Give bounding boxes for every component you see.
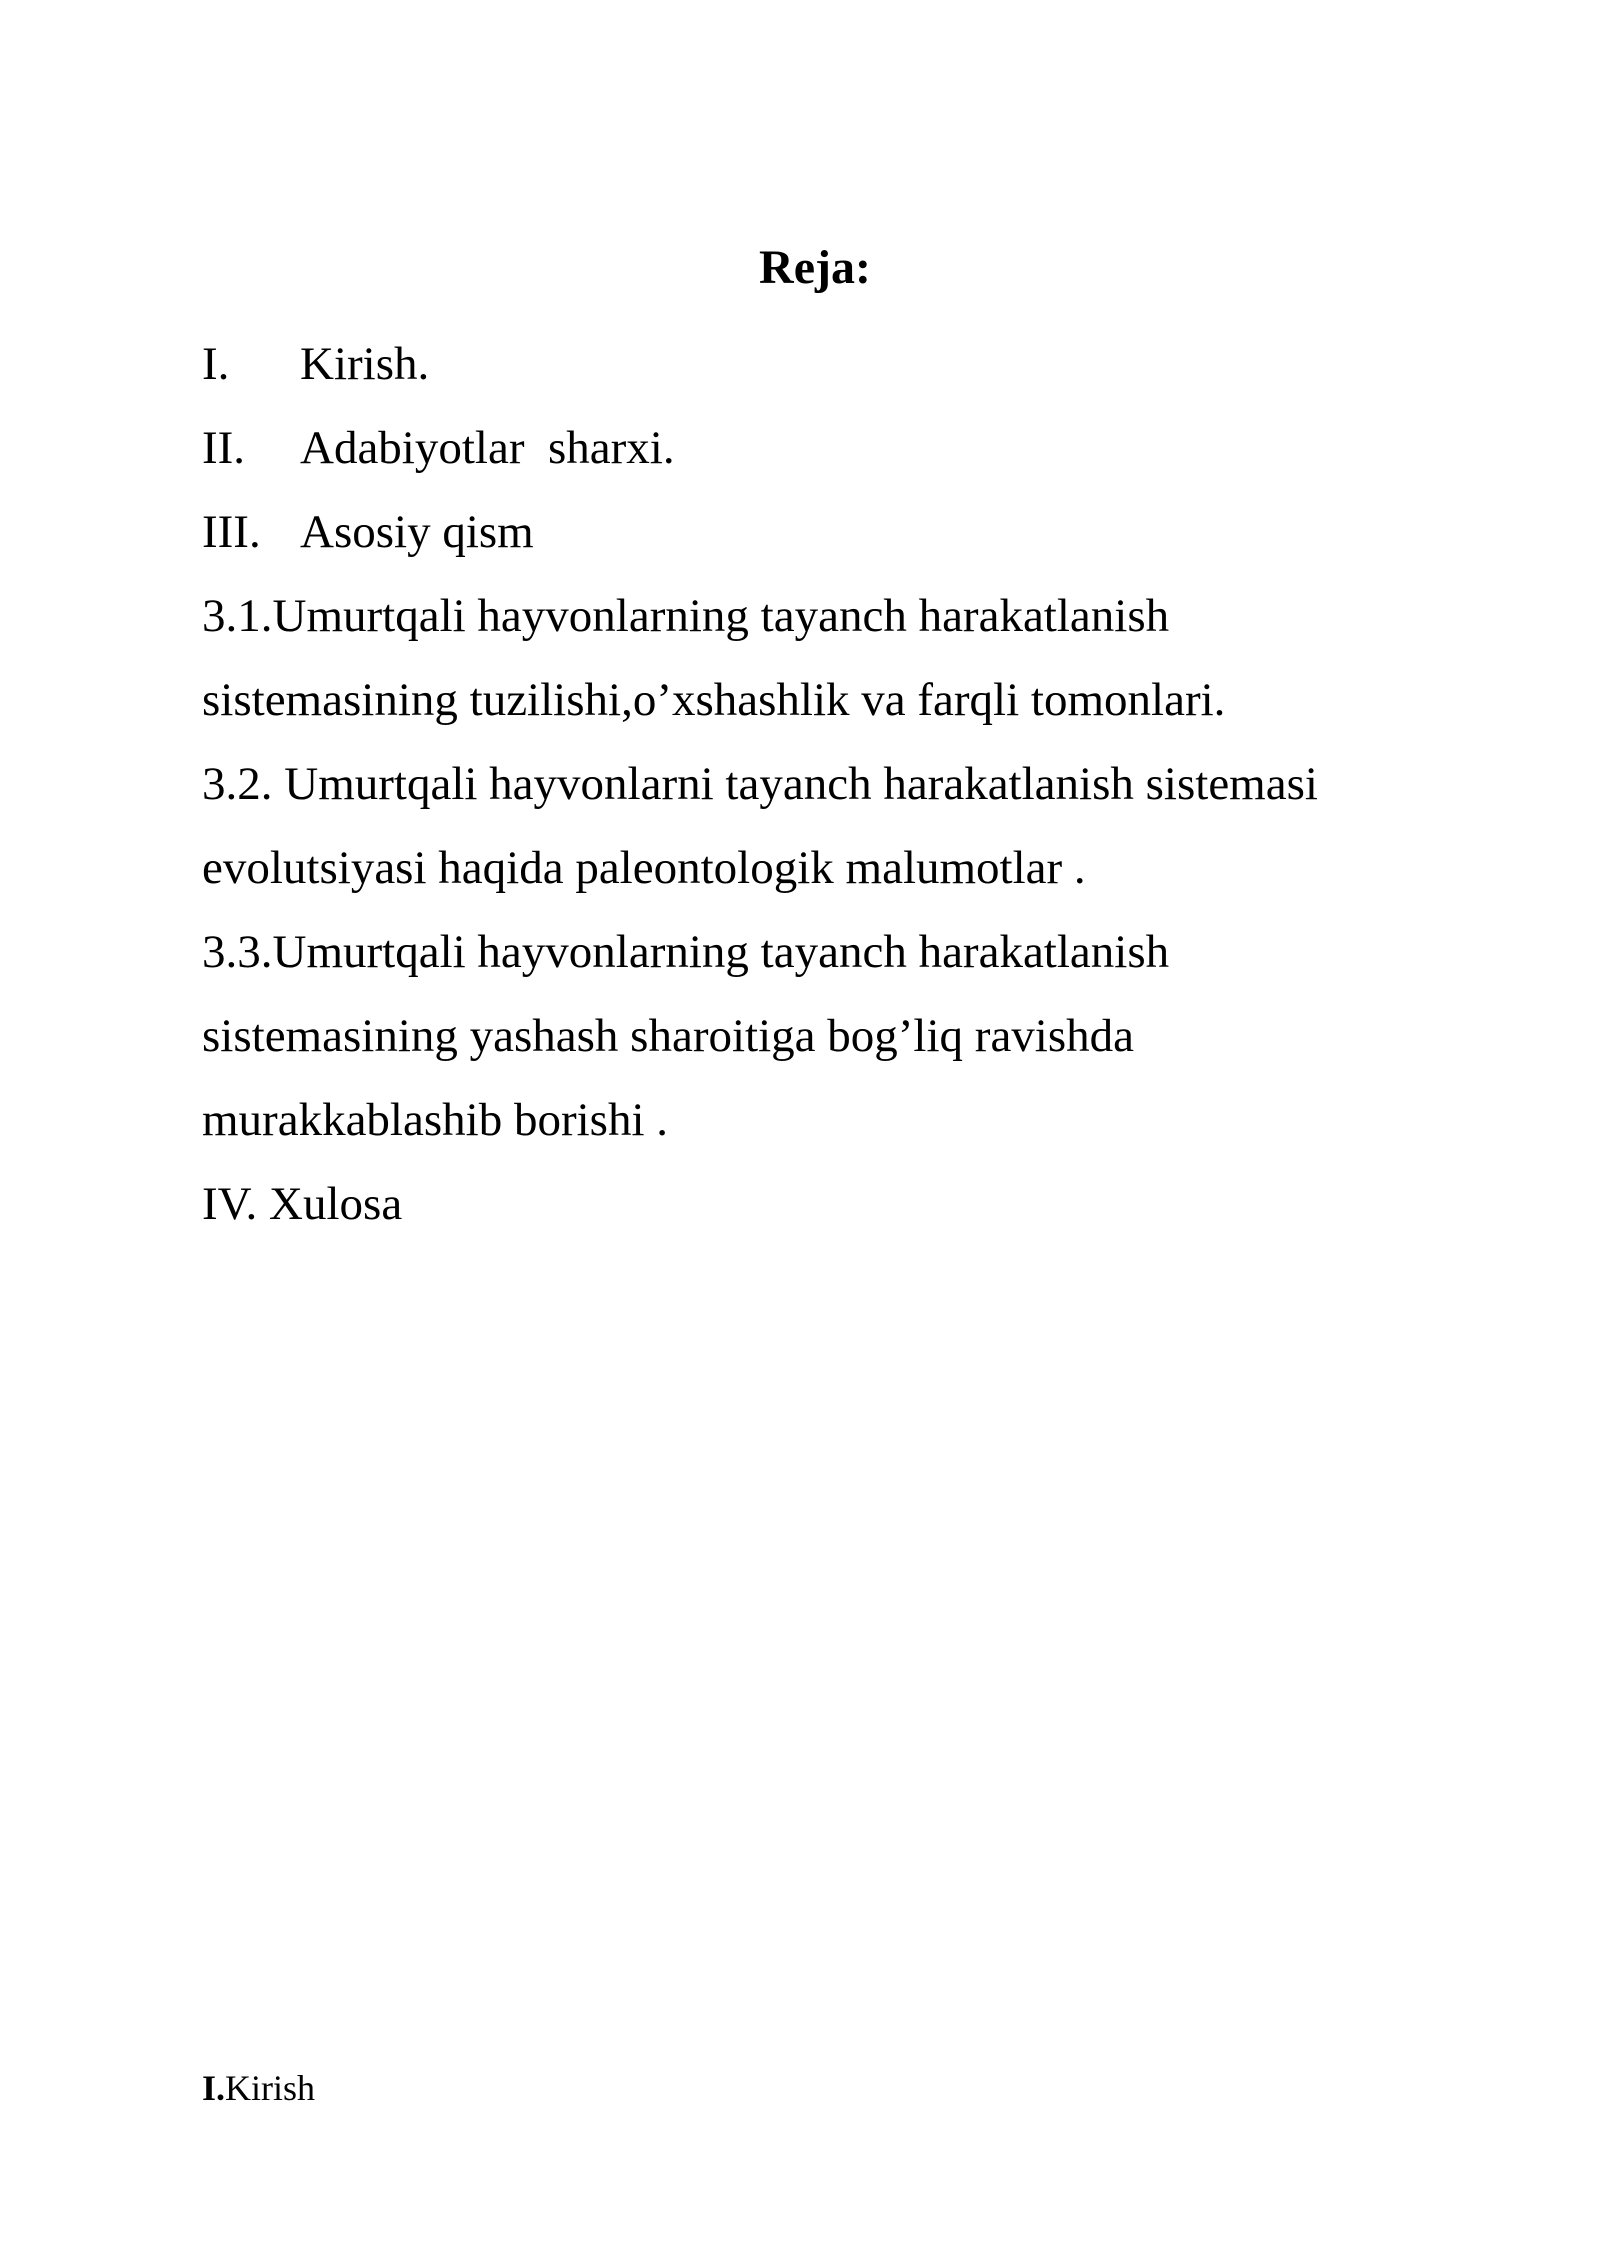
plan-list [202,322,1462,1246]
subsection-line: sistemasining yashash sharoitiga bog’liq ravishda [202,1010,1135,1062]
subsection-line: evolutsiyasi haqida paleontologik malumotlar . [202,842,1086,894]
page-title: Reja: [759,241,871,294]
plan-item-conclusion: IV. Xulosa [202,1178,403,1230]
section-heading-number: I. [202,2068,226,2108]
section-heading-kirish [202,2066,315,2110]
subsection-line: sistemasining tuzilishi,o’xshashlik va farqli tomonlari. [202,674,1226,726]
plan-item-2 [202,406,1462,490]
subsection-line: 3.1.Umurtqali hayvonlarning tayanch harakatlanish [202,590,1170,642]
plan-item-number: II. [202,422,246,474]
subsection-line: 3.2. Umurtqali hayvonlarni tayanch harakatlanish sistemasi [202,758,1318,810]
plan-item-text: Asosiy qism [300,506,534,558]
subsection-line: murakkablashib borishi . [202,1094,669,1146]
plan-item-1 [202,322,1462,406]
plan-item-text: Kirish. [300,338,430,390]
subsection-line: 3.3.Umurtqali hayvonlarning tayanch harakatlanish [202,926,1170,978]
plan-item-number: I. [202,338,230,390]
plan-item-3 [202,490,1462,574]
plan-item-number: III. [202,506,261,558]
section-heading-text: Kirish [225,2068,316,2108]
plan-item-text: Adabiyotlar sharxi. [300,422,675,474]
